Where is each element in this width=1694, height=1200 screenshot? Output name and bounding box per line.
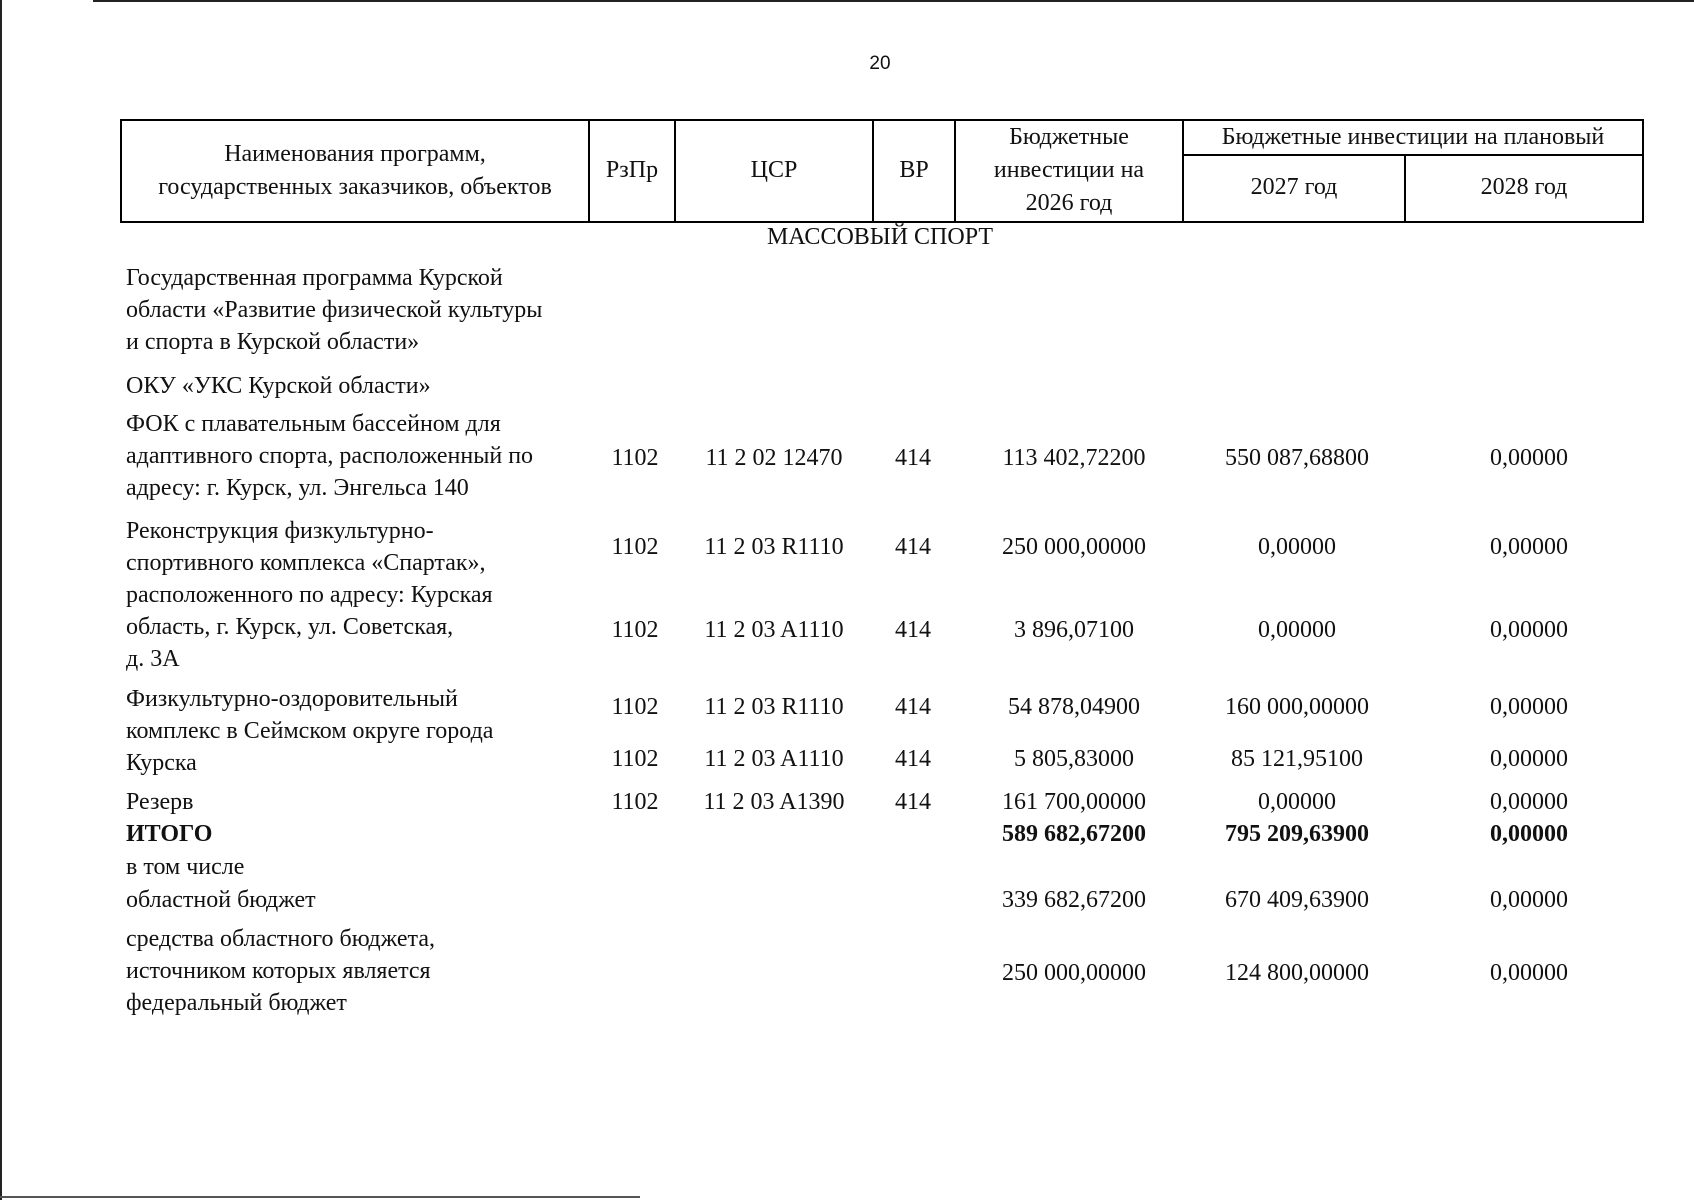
header-col-2027: 2027 год [1250, 174, 1338, 200]
object-name: Резерв [126, 789, 194, 815]
header-col-name: Наименования программ, государственных заказчиков, объектов [158, 141, 552, 200]
page-number: 20 [869, 53, 891, 74]
including-label: в том числе [126, 854, 245, 880]
header-col-csr: ЦСР [750, 157, 798, 183]
object-name: Физкультурно-оздоровительный комплекс в Сеймском округе города Курска [126, 686, 494, 776]
program-title: Государственная программа Курской области «Развитие физической культуры и спорта в Курской области» [126, 265, 543, 355]
header-col-vr: ВР [899, 157, 929, 183]
scan-border-left [0, 0, 2, 1200]
header-col-plan-group: Бюджетные инвестиции на плановый [1221, 124, 1605, 150]
object-name: Реконструкция физкультурно- спортивного комплекса «Спартак», расположенного по адресу: Курская область, г. Курск, ул. Советская, д. 3А [126, 518, 493, 672]
customer-name: ОКУ «УКС Курской области» [126, 373, 431, 399]
section-title: МАССОВЫЙ СПОРТ [766, 224, 994, 250]
header-col-invest-2026: Бюджетные инвестиции на 2026 год [993, 124, 1145, 216]
object-name: ФОК с плавательным бассейном для адаптивного спорта, расположенный по адресу: г. Курск, ул. Энгельса 140 [126, 411, 534, 501]
header-col-rzpr: РзПр [605, 157, 659, 183]
scan-border-bottom [0, 1196, 640, 1198]
header-col-2028: 2028 год [1480, 174, 1568, 200]
scan-border-top [93, 0, 1694, 2]
